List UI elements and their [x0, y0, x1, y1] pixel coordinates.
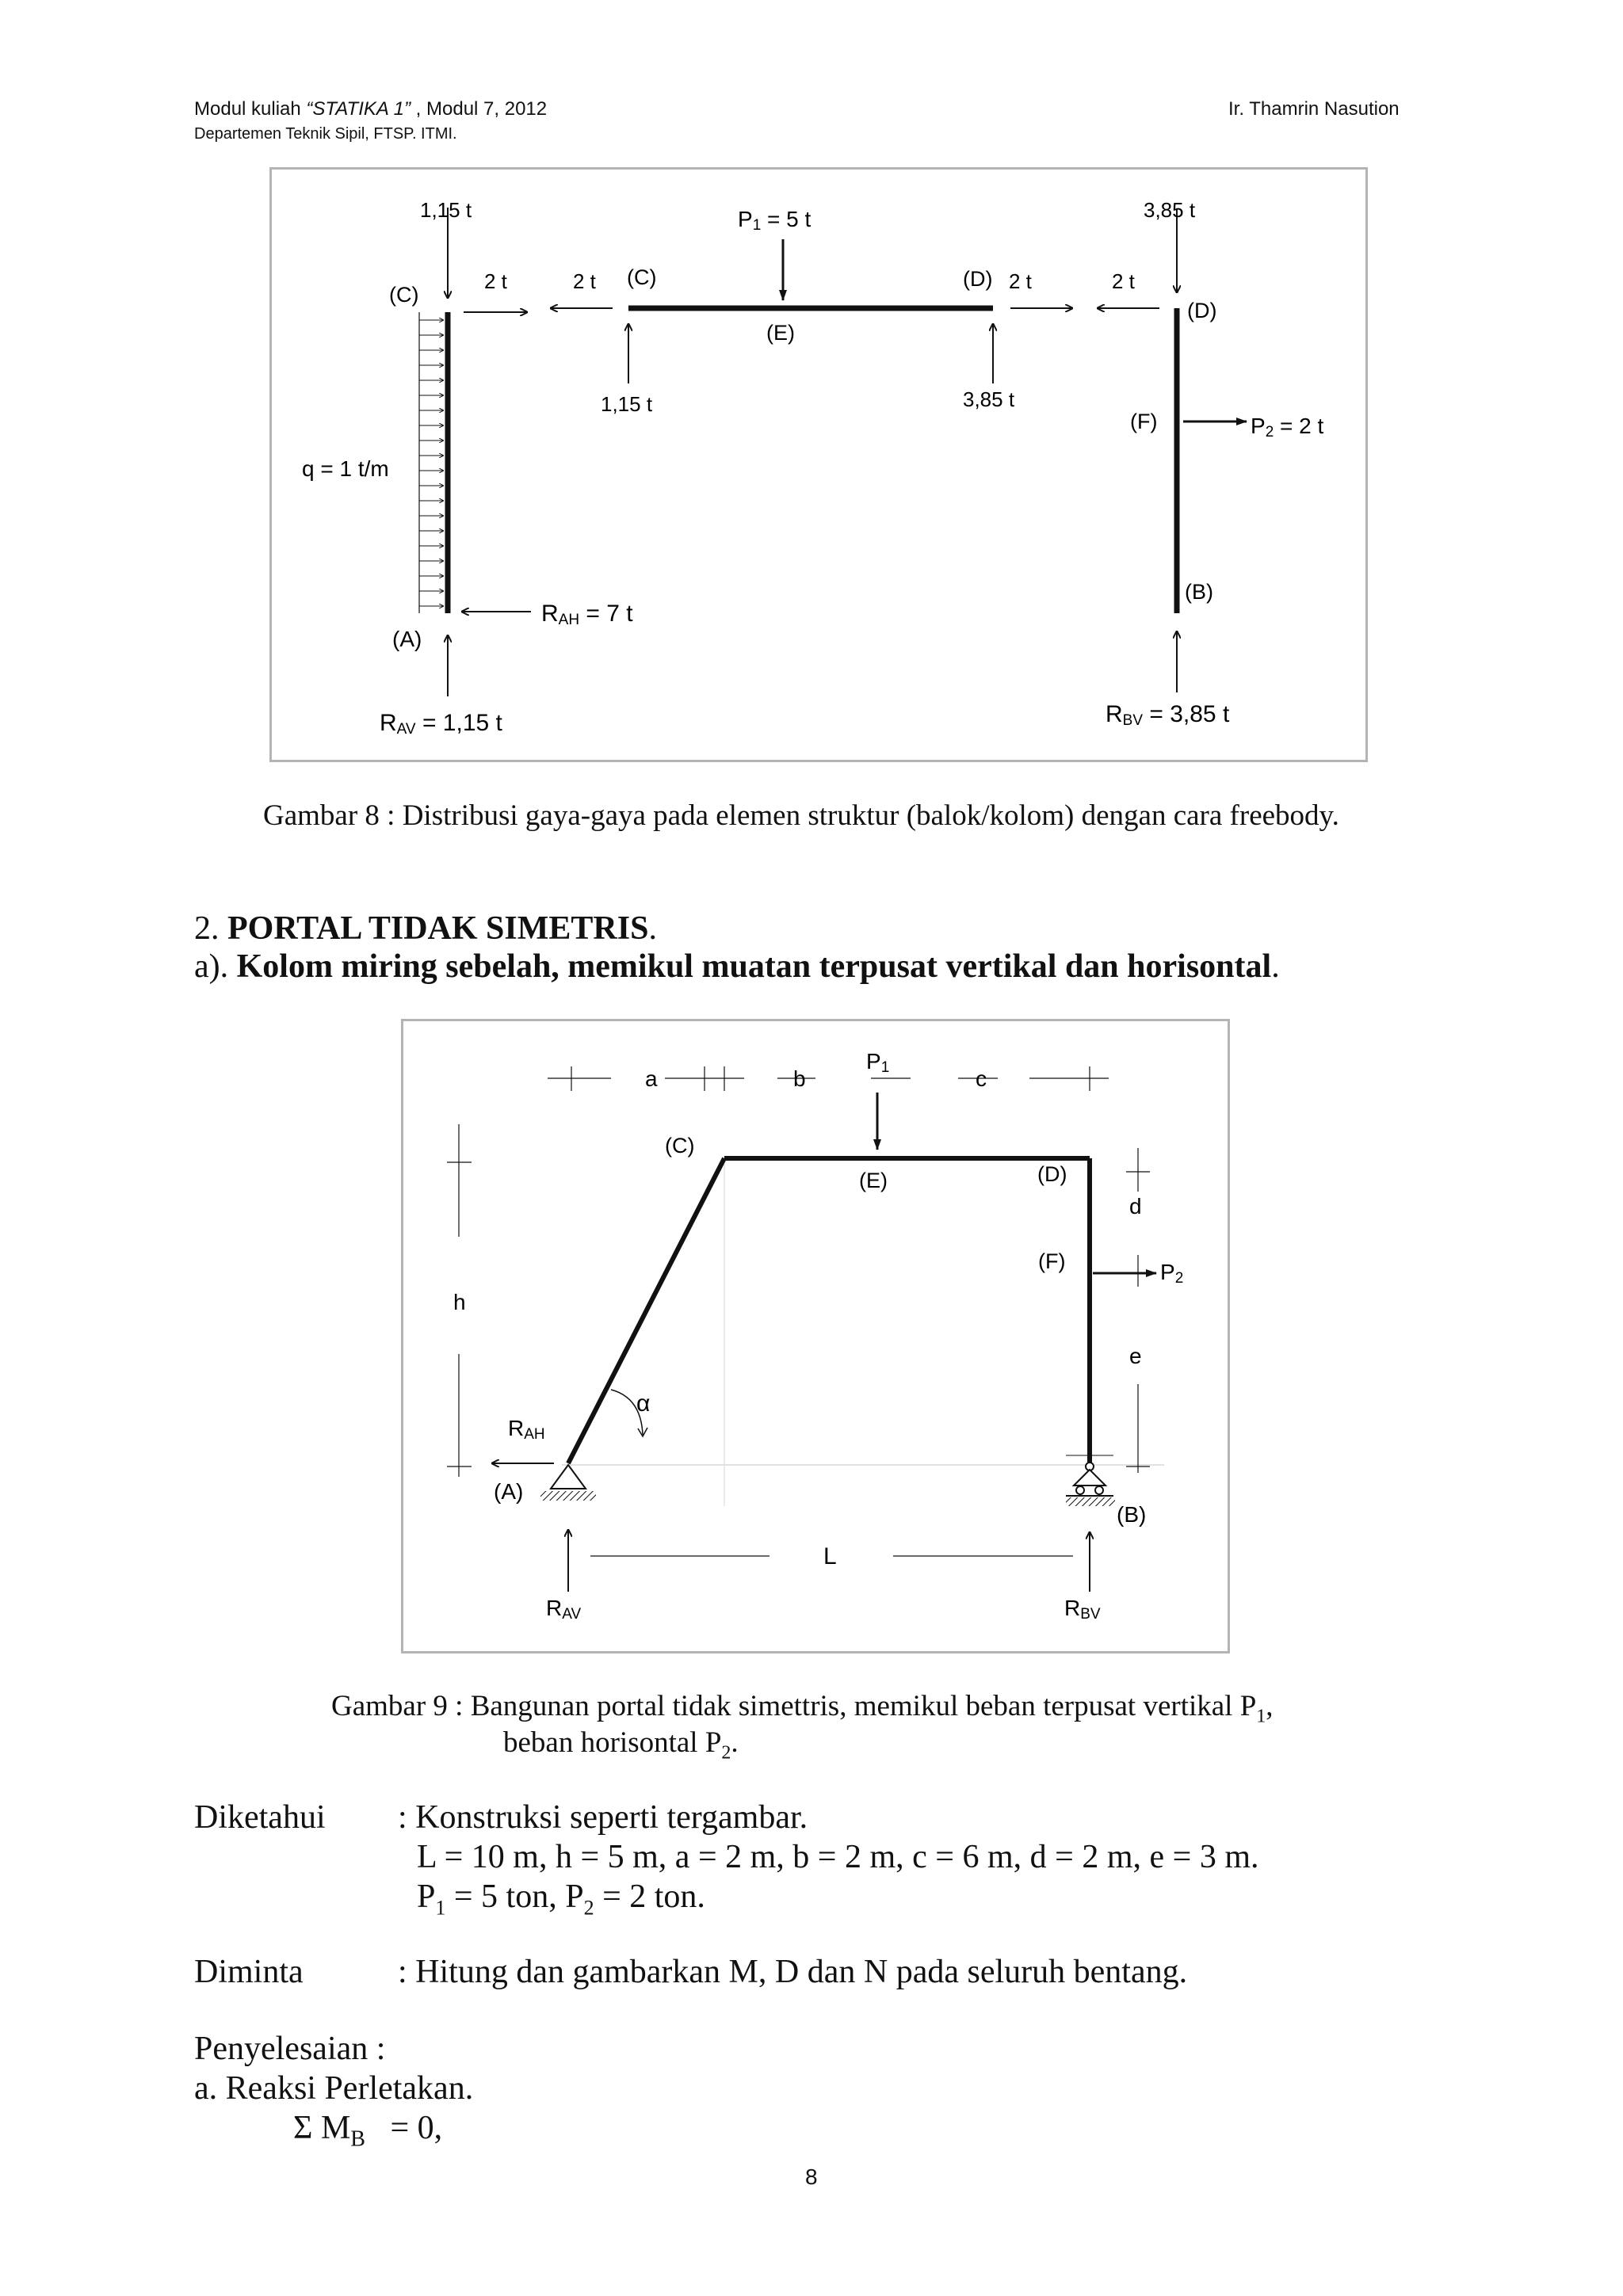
label-q: q = 1 t/m [302, 456, 389, 481]
roller-support-b [1074, 1470, 1106, 1486]
label-l-dim: L [823, 1543, 837, 1569]
ground-hatch-b [1066, 1497, 1115, 1506]
label-d-node: (D) [1037, 1162, 1067, 1186]
label-c-dim: c [976, 1066, 987, 1091]
section-heading: 2. PORTAL TIDAK SIMETRIS. [194, 910, 657, 947]
solution-step: a. Reaksi Perletakan. [194, 2070, 474, 2107]
inclined-column-ac [568, 1158, 724, 1463]
label-c: (C) [665, 1134, 695, 1158]
label-e-node: (E) [859, 1169, 888, 1192]
label-d2: (D) [1187, 299, 1217, 322]
label-p1: P1 = 5 t [738, 207, 812, 234]
label-f-node: (F) [1038, 1249, 1066, 1273]
label-d-up: 3,85 t [963, 387, 1015, 411]
label-d-dim: d [1129, 1194, 1142, 1219]
header-author: Ir. Thamrin Nasution [1228, 98, 1400, 120]
label-a-node: (A) [494, 1479, 524, 1504]
label-rav: RAV = 1,15 t [380, 710, 502, 738]
label-p2: P2 [1160, 1260, 1184, 1287]
label-2t-c: 2 t [1009, 269, 1032, 293]
label-b-node: (B) [1117, 1502, 1147, 1527]
pin-support-a [551, 1465, 586, 1489]
label-h-dim: h [453, 1290, 466, 1314]
label-p2: P2 = 2 t [1251, 414, 1324, 441]
label-a: (A) [392, 627, 422, 651]
label-e: (E) [766, 321, 795, 345]
figure-9-caption-line2: beban horisontal $P_2$. [503, 1726, 739, 1764]
header-department: Departemen Teknik Sipil, FTSP. ITMI. [194, 125, 457, 143]
figure-9-frame [401, 1019, 1230, 1653]
given-line2: L = 10 m, h = 5 m, a = 2 m, b = 2 m, c = 6 m, d = 2 m, e = 3 m. [417, 1839, 1259, 1875]
figure-8-frame [269, 167, 1368, 762]
figure-8-diagram [272, 170, 1365, 760]
subsection-heading: a). Kolom miring sebelah, memikul muatan terpusat vertikal dan horisontal. [194, 948, 1280, 985]
ground-hatch-a [540, 1491, 596, 1501]
label-rah: RAH = 7 t [541, 601, 633, 628]
label-c-up: 1,15 t [601, 392, 653, 416]
label-c-top-load: 1,15 t [420, 198, 472, 222]
label-d1: (D) [963, 267, 993, 291]
label-c1: (C) [389, 283, 419, 307]
label-2t-b: 2 t [573, 269, 596, 293]
distributed-load-q [419, 320, 444, 606]
label-rav: RAV [546, 1596, 582, 1623]
figure-9-diagram [403, 1021, 1228, 1651]
solution-equation: Σ $M_B = 0$, [293, 2110, 443, 2152]
solution-label: Penyelesaian : [194, 2031, 386, 2067]
label-rbv: RBV [1064, 1596, 1101, 1623]
label-e-dim: e [1129, 1344, 1142, 1368]
label-2t-d: 2 t [1112, 269, 1135, 293]
label-p1: P1 [866, 1049, 890, 1076]
figure-8-caption: Gambar 8 : Distribusi gaya-gaya pada elemen struktur (balok/kolom) dengan cara freebody. [263, 799, 1339, 832]
given-label: Diketahui [194, 1799, 326, 1836]
label-c2: (C) [627, 265, 657, 289]
header-title: Modul kuliah “STATIKA 1” , Modul 7, 2012 [194, 98, 548, 120]
given-line1: : Konstruksi seperti tergambar. [398, 1799, 808, 1836]
label-b: (B) [1185, 580, 1213, 604]
figure-9-caption-line1: Gambar 9 : Bangunan portal tidak simettris, memikul beban terpusat vertikal $P_1$, [331, 1690, 1274, 1727]
asked-label: Diminta [194, 1954, 304, 1990]
label-b-dim: b [793, 1066, 806, 1091]
given-line3: $P_1 = 5$ ton, $P_2 = 2$ ton. [417, 1878, 705, 1920]
label-alpha: α [636, 1390, 651, 1417]
asked-text: : Hitung dan gambarkan M, D dan N pada seluruh bentang. [398, 1954, 1188, 1990]
label-rah: RAH [508, 1416, 545, 1443]
page-number: 8 [805, 2164, 818, 2189]
label-d-top-load: 3,85 t [1144, 198, 1196, 222]
label-f: (F) [1130, 410, 1158, 433]
label-a-dim: a [645, 1066, 658, 1091]
dimension-top [548, 1066, 1109, 1091]
label-2t-a: 2 t [484, 269, 507, 293]
label-rbv: RBV = 3,85 t [1106, 701, 1230, 729]
